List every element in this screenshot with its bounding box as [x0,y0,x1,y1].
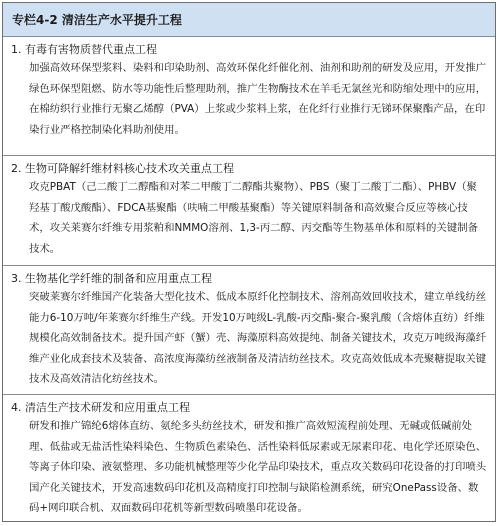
policy-box [2,2,496,522]
section-title: 3. 生物基化学纤维的制备和应用重点工程 [11,272,212,285]
section-toxic-substitution [3,37,495,156]
section-body: 突破莱赛尔纤维国产化装备大型化技术、低成本原纤化控制技术、溶剂高效回收技术，建立单线纺丝能力6-10万吨/年莱赛尔纤维生产线。开发10万吨级L-乳酸-丙交酯-聚合-聚乳酸（含熔体直纺）纤维规模化高效制备技术。提升国产虾（蟹）壳、海藻原料高效提纯、制备关键技术，攻克万吨级海藻纤维产业化成套技术及装备、高浓度海藻纺丝液制备及清洁纺丝技术。攻克高效低成本壳聚糖提取关键技术及高效清洁化纺丝技术。 [29,291,487,386]
section-title: 2. 生物可降解纤维材料核心技术攻关重点工程 [11,162,234,175]
section-clean-production-tech [3,395,495,521]
box-title: 专栏4-2 清洁生产水平提升工程 [3,3,495,37]
section-title: 4. 清洁生产技术研发和应用重点工程 [11,401,190,414]
section-body: 加强高效环保型浆料、染料和印染助剂、高效环保化纤催化剂、油剂和助剂的研发及应用，开发推广绿色环保型阻燃、防水等功能性后整理助剂，推广生物酶技术在羊毛无氯丝光和防缩处理中的应用，在棉纺织行业推行无聚乙烯醇（PVA）上浆或少浆料上浆，在化纤行业推行无锑环保聚酯产品，在印染行业严格控制染化料助剂使用。 [29,62,487,136]
section-biodegradable-fiber [3,156,495,266]
section-bio-based-fiber [3,266,495,395]
section-title: 1. 有毒有害物质替代重点工程 [11,43,157,56]
section-body: 攻克PBAT（己二酸丁二醇酯和对苯二甲酸丁二醇酯共聚物）、PBS（聚丁二酸丁二酯）、PHBV（聚羟基丁酸戊酸酯）、FDCA基聚酯（呋喃二甲酸基聚酯）等关键原料制备和高效聚合反应等核心技术，攻关莱赛尔纤维专用浆粕和NMMO溶剂、1,3-丙二醇、丙交酯等生物基单体和原料的关键制备技术。 [29,181,478,255]
section-body: 研发和推广锦纶6熔体直纺、氨纶多头纺丝技术，研发和推广高效短流程前处理、无碱或低碱前处理、低盐或无盐活性染料染色、生物质色素染色、活性染料低尿素或无尿素印花、电化学还原染色、等离子体印染、液氨整理、多功能机械整理等少化学品印染技术，重点攻关数码印花设备的打印喷头国产化关键技术，开发高速数码印花机及高精度打印控制与缺陷检测系统，研究OnePass设备、数码+网印联合机、双面数码印花机等新型数码喷墨印花设备。 [29,420,487,515]
